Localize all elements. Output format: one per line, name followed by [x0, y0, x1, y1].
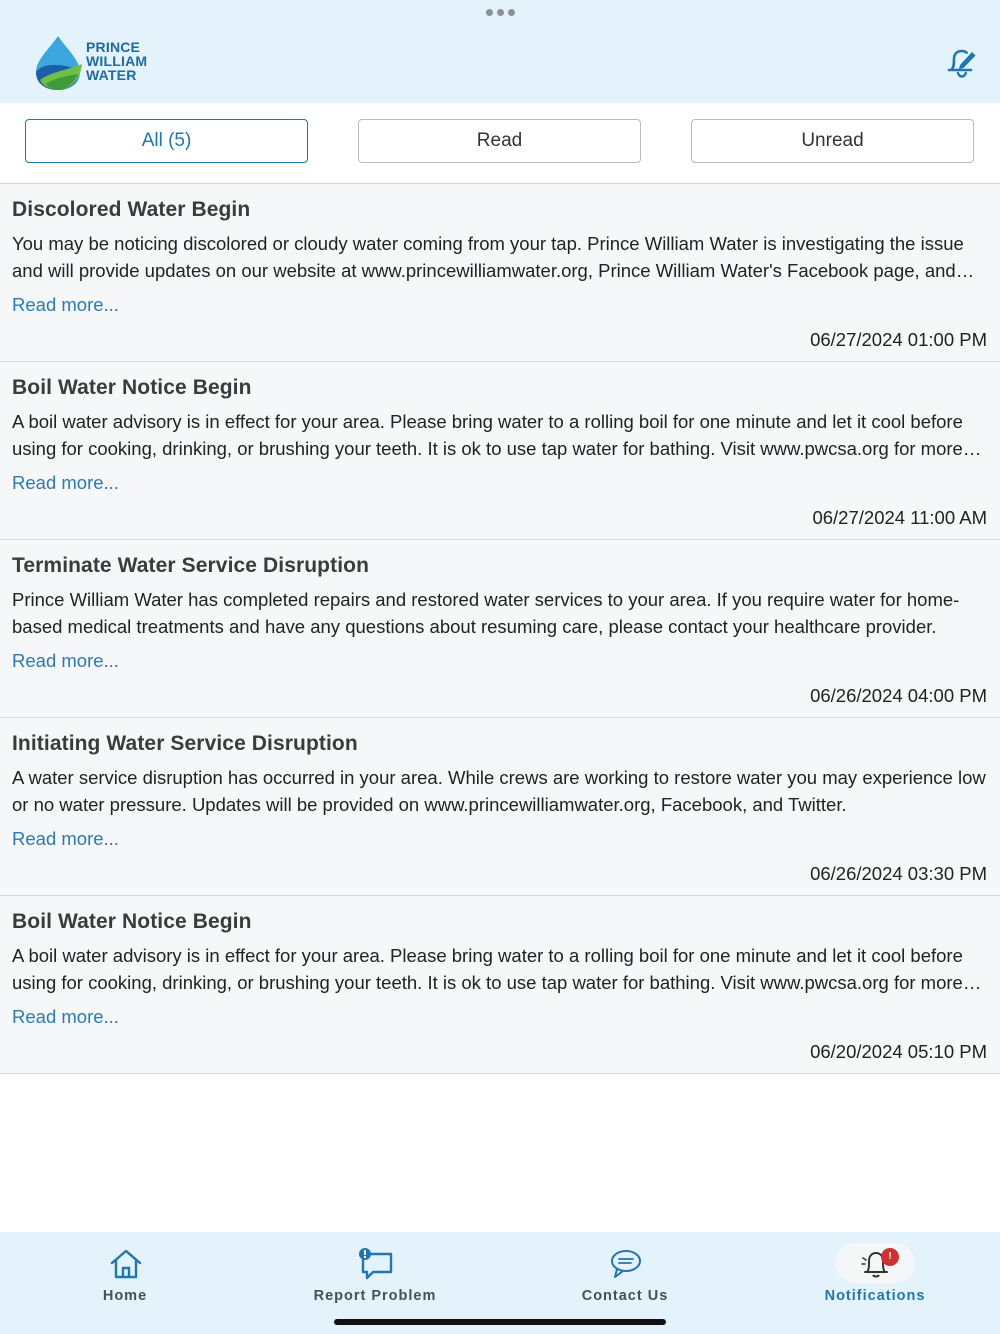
prince-william-water-logo: [32, 34, 162, 92]
read-more-link[interactable]: Read more...: [12, 650, 119, 671]
filter-unread-button[interactable]: Unread: [691, 119, 974, 163]
filter-all-button[interactable]: All (5): [25, 119, 308, 163]
read-more-link[interactable]: Read more...: [12, 1006, 119, 1027]
read-more-link[interactable]: Read more...: [12, 472, 119, 493]
notification-body: A boil water advisory is in effect for your area. Please bring water to a rolling boil for one minute and let it cool before using for cooking, drinking, or brushing your teeth. It is ok to use tap water for bathing. Visit www.pwcsa.org for more: [12, 411, 963, 459]
notification-date: 06/27/2024 01:00 PM: [810, 329, 987, 350]
notification-title: Boil Water Notice Begin: [12, 376, 252, 399]
tab-notifications-label: Notifications: [824, 1288, 926, 1304]
tab-notifications[interactable]: [775, 1248, 975, 1310]
tab-report-problem[interactable]: [275, 1248, 475, 1310]
read-more-link[interactable]: Read more...: [12, 294, 119, 315]
contact-us-icon: [609, 1248, 643, 1280]
tab-report-problem-label: Report Problem: [313, 1288, 437, 1304]
notification-date: 06/26/2024 04:00 PM: [810, 685, 987, 706]
notification-title: Boil Water Notice Begin: [12, 910, 252, 933]
notification-item[interactable]: [0, 362, 1000, 540]
notifications-badge: !: [881, 1248, 899, 1266]
multitasking-dots-icon[interactable]: [486, 9, 515, 16]
notification-title: Initiating Water Service Disruption: [12, 732, 358, 755]
notification-title: Discolored Water Begin: [12, 198, 251, 221]
notification-title: Terminate Water Service Disruption: [12, 554, 369, 577]
report-problem-icon: [359, 1248, 393, 1280]
notification-body: Prince William Water has completed repairs and restored water services to your area. If you require water for home-based medical treatments and have any questions about resuming care, please contact your healthcare provider.: [12, 589, 960, 637]
notification-body: A water service disruption has occurred in your area. While crews are working to restore water you may experience low or no water pressure. Updates will be provided on www.princewilliamwater.org, Facebook, and Twitter.: [12, 767, 986, 815]
tab-contact-us-label: Contact Us: [581, 1288, 669, 1304]
notification-item[interactable]: [0, 184, 1000, 362]
notification-date: 06/20/2024 05:10 PM: [810, 1041, 987, 1062]
notification-settings-icon[interactable]: [946, 45, 978, 79]
notification-item[interactable]: [0, 540, 1000, 718]
app-header: [0, 0, 1000, 103]
logo-text: PRINCE WILLIAM WATER: [86, 39, 148, 83]
notification-date: 06/26/2024 03:30 PM: [810, 863, 987, 884]
notification-body: A boil water advisory is in effect for your area. Please bring water to a rolling boil for one minute and let it cool before using for cooking, drinking, or brushing your teeth. It is ok to use tap water for bathing. Visit www.pwcsa.org for more: [12, 945, 963, 993]
notification-item[interactable]: [0, 896, 1000, 1074]
read-more-link[interactable]: Read more...: [12, 828, 119, 849]
notification-body: You may be noticing discolored or cloudy water coming from your tap. Prince William Water is investigating the issue and will provide updates on our website at www.princewilliamwater.org, Prince William Water's Facebook page, and: [12, 233, 964, 281]
tab-home-label: Home: [102, 1288, 148, 1304]
home-icon: [109, 1248, 143, 1280]
filter-bar: [0, 103, 1000, 183]
tab-contact-us[interactable]: [525, 1248, 725, 1310]
notification-item[interactable]: [0, 718, 1000, 896]
filter-read-button[interactable]: Read: [358, 119, 641, 163]
tab-home[interactable]: [25, 1248, 225, 1310]
notification-list: [0, 183, 1000, 1074]
home-indicator[interactable]: [334, 1319, 666, 1325]
notification-date: 06/27/2024 11:00 AM: [812, 507, 987, 528]
